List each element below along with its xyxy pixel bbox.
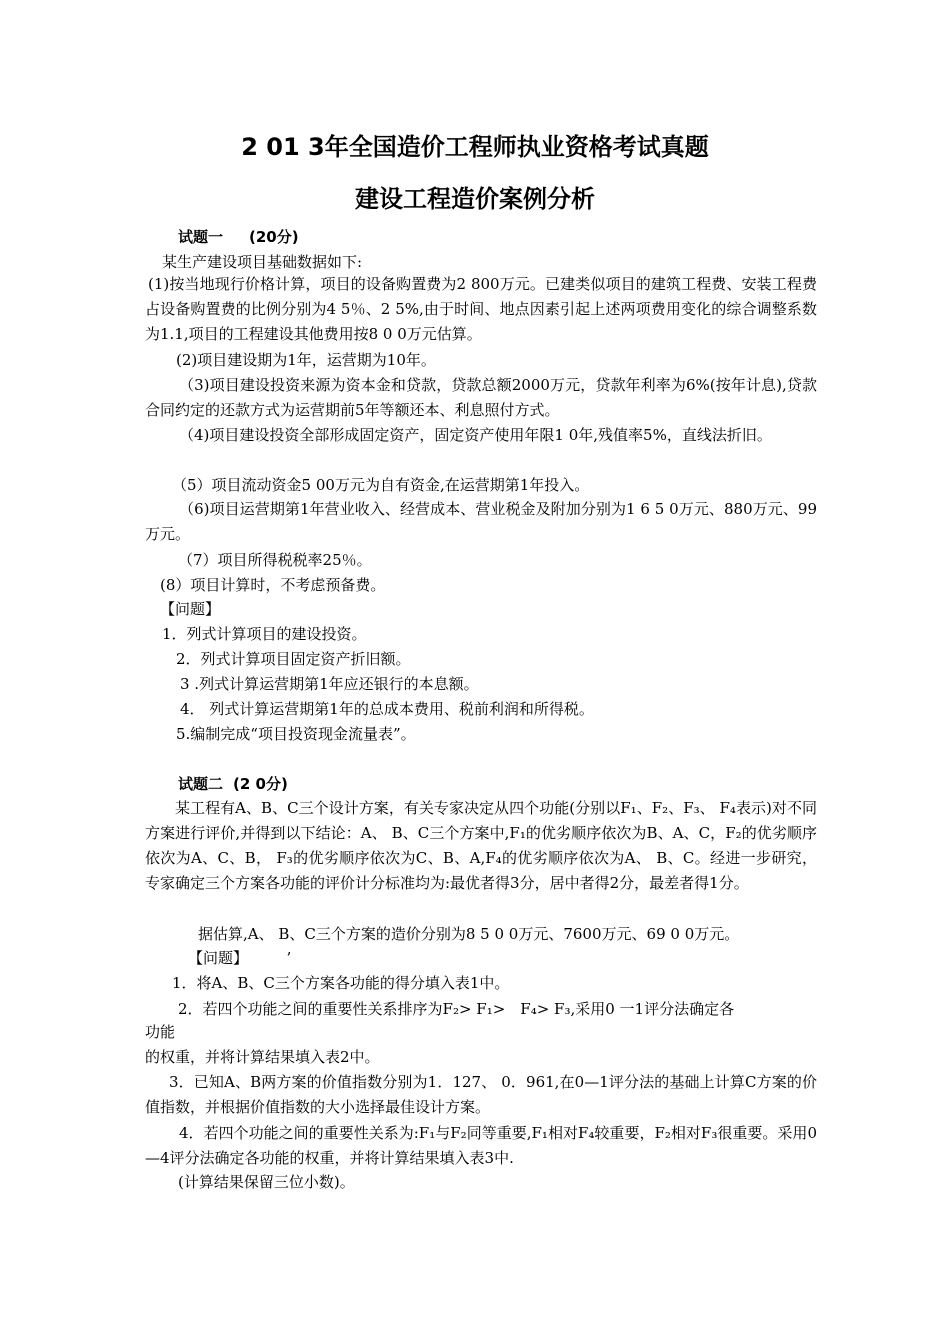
- q2-question-mark: ’: [286, 949, 292, 967]
- q1-item-4: 4． 列式计算运营期第1年的总成本费用、税前利润和所得税。: [180, 700, 594, 718]
- q2-paragraph-1: 某工程有A、B、C三个设计方案，有关专家决定从四个功能(分别以F₁、F₂、F₃、 F₄表示)对不同方案进行评价,并得到以下结论：A、 B、C三个方案中,F₁的优劣顺序依次为B、A、C，F₂的优劣顺序依次为A、C、B， F₃的优劣顺序依次为C、B、A,F₄的优劣顺序依次为A、 B、C。经进一步研究，专家确定三个方案各功能的评价计分标准均为:最优者得3分，居中者得2分，最差者得1分。: [145, 799, 817, 892]
- q1-paragraph-1: (1)按当地现行价格计算，项目的设备购置费为2 800万元。已建类似项目的建筑工程费、安装工程费占设备购置费的比例分别为4 5％、2 5%,由于时间、地点因素引起上述两项费用变化的综合调整系数为1.1,项目的工程建设其他费用按8 0 0万元估算。: [145, 275, 817, 343]
- q2-item-2-continued: 功能: [145, 1023, 176, 1041]
- q1-score: (20分): [249, 228, 299, 246]
- q2-item-1: 1．将A、B、C三个方案各功能的得分填入表1中。: [172, 974, 510, 992]
- q1-paragraph-2: (2)项目建设期为1年，运营期为10年。: [176, 351, 436, 369]
- q1-heading: [178, 226, 299, 248]
- q2-item-2-end: 的权重，并将计算结果填入表2中。: [145, 1048, 380, 1066]
- q2-item-3: 3．已知A、B两方案的价值指数分别为1．127、 0．961,在0—1评分法的基础上计算C方案的价值指数，并根据价值指数的大小选择最佳设计方案。: [145, 1073, 817, 1116]
- q2-score: (2 0分): [233, 775, 288, 793]
- q1-paragraph-5: （5）项目流动资金5 00万元为自有资金,在运营期第1年投入。: [172, 476, 590, 494]
- q2-question-label-text: 【问题】: [188, 949, 241, 967]
- q1-item-3: 3 .列式计算运营期第1年应还银行的本息额。: [180, 675, 479, 693]
- q2-item-4: 4．若四个功能之间的重要性关系为:F₁与F₂同等重要,F₁相对F₄较重要，F₂相对F₃很重要。采用0—4评分法确定各功能的权重，并将计算结果填入表3中.: [145, 1124, 817, 1167]
- q2-heading: [178, 773, 288, 795]
- q1-paragraph-8: (8）项目计算时，不考虑预备费。: [160, 576, 386, 594]
- q1-paragraph-3: （3)项目建设投资来源为资本金和贷款，贷款总额2000万元，贷款年利率为6%(按年计息),贷款合同约定的还款方式为运营期前5年等额还本、利息照付方式。: [145, 376, 817, 419]
- q1-paragraph-6: （6)项目运营期第1年营业收入、经营成本、营业税金及附加分别为1 6 5 0万元、880万元、99万元。: [145, 500, 817, 543]
- q2-question-label: [188, 947, 291, 969]
- q1-item-5: 5.编制完成“项目投资现金流量表”。: [176, 725, 416, 743]
- q1-paragraph-7: （7）项目所得税税率25％。: [178, 551, 372, 569]
- q2-note: (计算结果保留三位小数)。: [178, 1173, 355, 1191]
- q1-question-label: 【问题】: [160, 600, 221, 618]
- document-subtitle: 建设工程造价案例分析: [355, 185, 595, 213]
- q2-title: 试题二: [178, 775, 224, 793]
- q1-paragraph-4: （4)项目建设投资全部形成固定资产，固定资产使用年限1 0年,残值率5%，直线法折旧。: [179, 426, 772, 444]
- q1-intro: 某生产建设项目基础数据如下:: [162, 253, 363, 271]
- q1-item-1: 1．列式计算项目的建设投资。: [162, 625, 367, 643]
- q1-title: 试题一: [178, 228, 224, 246]
- q2-paragraph-2: 据估算,A、 B、C三个方案的造价分别为8 5 0 0万元、7600万元、69 0 0万元。: [198, 925, 740, 943]
- document-title: 2 01 3年全国造价工程师执业资格考试真题: [241, 133, 709, 161]
- q2-item-2: 2．若四个功能之间的重要性关系排序为F₂> F₁> F₄> F₃,采用0 一1评分法确定各: [178, 1000, 735, 1018]
- q1-item-2: 2．列式计算项目固定资产折旧额。: [176, 650, 411, 668]
